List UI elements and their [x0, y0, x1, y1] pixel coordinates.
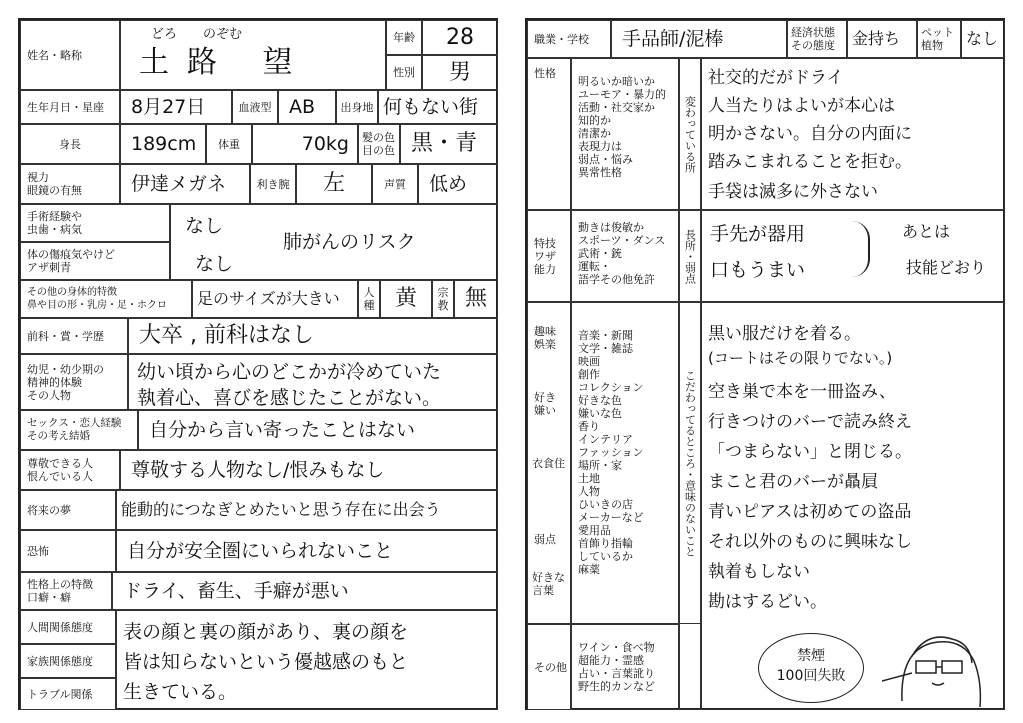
skill-label: 特技 ワザ 能力 [527, 210, 571, 302]
skill-item: 語学その他免許 [578, 273, 655, 286]
features-value: 足のサイズが大きい [192, 280, 358, 318]
hobby-item: ひいきの店 [578, 498, 633, 511]
skill-bracket [852, 221, 870, 277]
bubble-line-1: 禁煙 [797, 648, 825, 664]
childhood-label: 幼児・幼少期の 精神的体験 その人物 [20, 354, 128, 410]
blood-label: 血液型 [232, 90, 278, 124]
surgery-value: なし [185, 215, 224, 237]
hobby-label-1: 趣味 娯楽 [534, 325, 556, 351]
hair-value: 黒・青 [400, 124, 498, 164]
race-label: 人 種 [358, 280, 380, 318]
dream-value: 能動的につなぎとめたいと思う存在に出会う [116, 490, 498, 530]
personality-item: ユーモア・暴力的 [578, 88, 666, 101]
personality-side-label: 変わっている所 [679, 58, 701, 210]
hand-value: 左 [296, 164, 372, 204]
hobby-item: 香り [578, 420, 600, 433]
pet-label: ペット 植物 [917, 20, 961, 58]
economy-label: 経済状態 その態度 [787, 20, 847, 58]
skill-list [571, 210, 679, 302]
left-sheet [18, 18, 498, 710]
personality-line-3: 明かさない。自分の内面に [708, 124, 912, 144]
skill-note-2: 技能どおり [906, 258, 987, 277]
trait-value: ドライ、畜生、手癖が悪い [112, 572, 498, 610]
relations-line-3: 生きている。 [123, 681, 238, 703]
job-value: 手品師/泥棒 [611, 20, 787, 58]
speech-bubble [758, 633, 864, 703]
fear-value: 自分が安全圏にいられないこと [116, 530, 498, 572]
love-value: 自分から言い寄ったことはない [138, 410, 498, 450]
childhood-line-1: 幼い頃から心のどこかが冷めていた [137, 361, 442, 383]
voice-label: 声質 [372, 164, 418, 204]
trait-label: 性格上の特徴 口癖・癖 [20, 572, 112, 610]
skill-note-1: あとは [902, 222, 951, 241]
hobby-item: 嫌いな色 [578, 407, 622, 420]
skill-item: スポーツ・ダンス [578, 234, 666, 247]
job-label: 職業・学校 [527, 20, 611, 58]
relations-line-1: 表の顔と裏の顔があり、裏の顔を [123, 621, 409, 643]
hobby-item: 首飾り指輪 [578, 537, 633, 550]
name-label: 姓名・略称 [20, 20, 120, 90]
health-value-cell [170, 204, 498, 280]
skill-item: 動きは俊敏か [578, 221, 644, 234]
economy-value: 金持ち [847, 20, 917, 58]
personality-item: 表現力は [578, 140, 622, 153]
surgery-label: 手術経験や 虫歯・病気 [20, 204, 170, 242]
birthplace-value: 何もない街 [378, 90, 498, 124]
hobby-value-cell [679, 624, 701, 710]
hobby-side-label: こだわってるところ・意味のないこと [679, 302, 701, 624]
character-doodle [882, 621, 992, 710]
hobby-item: 映画 [578, 355, 600, 368]
hobby-item: コレクション [578, 381, 644, 394]
race-value: 黄 [380, 280, 432, 318]
hobby-label-3: 衣食住 [532, 457, 565, 470]
risk-value: 肺がんのリスク [283, 231, 416, 253]
childhood-value-cell [128, 354, 498, 410]
name-ruby: どろ のぞむ [151, 27, 243, 42]
skill-line-2: 口もうまい [710, 259, 806, 281]
hobby-item: 人物 [578, 485, 600, 498]
hobby-item: メーカーなど [578, 511, 644, 524]
weight-value: 70kg [252, 124, 358, 164]
name-value: 土路 望 [139, 45, 311, 80]
hobby-item: 場所・家 [578, 459, 622, 472]
right-sheet [525, 18, 1005, 710]
personality-line-2: 人当たりはよいが本心は [708, 96, 895, 116]
personality-item: 清潔か [578, 127, 611, 140]
personality-value-cell [701, 58, 1005, 210]
other-item: 野生的カンなど [578, 680, 655, 693]
hobby-item: 麻薬 [578, 563, 600, 576]
relations-label-1: 人間関係態度 [20, 610, 116, 644]
hobby-item: ファッション [578, 446, 644, 459]
other-label: その他 [527, 624, 571, 710]
name-value-cell [120, 20, 386, 90]
relations-value-cell [116, 610, 498, 710]
notes-line-2: (コートはその限りでない。) [708, 349, 893, 367]
personality-item: 明るいか暗いか [578, 75, 655, 88]
personality-item: 知的か [578, 114, 611, 127]
hobby-label-2: 好き 嫌い [534, 391, 556, 417]
other-item: 占い・言葉訛り [578, 667, 655, 680]
birthday-value: 8月27日 [120, 90, 232, 124]
skill-value-cell [701, 210, 1005, 302]
hobby-label-4: 弱点 [534, 533, 556, 546]
religion-label: 宗 教 [432, 280, 454, 318]
hobby-item: 文学・雑誌 [578, 342, 633, 355]
notes-line-7: 青いピアスは初めての盗品 [708, 502, 912, 522]
notes-line-5: 「つまらない」と閉じる。 [708, 442, 912, 462]
notes-line-4: 行きつけのバーで読み終え [708, 412, 912, 432]
weight-label: 体重 [206, 124, 252, 164]
hobby-item: 愛用品 [578, 524, 611, 537]
height-label: 身長 [20, 124, 120, 164]
bubble-line-2: 100回失敗 [776, 668, 846, 684]
other-list [571, 624, 679, 710]
skill-side-label: 長所・弱点 [679, 210, 701, 302]
childhood-line-2: 執着心、喜びを感じたことがない。 [137, 387, 442, 409]
religion-value: 無 [454, 280, 498, 318]
notes-line-8: それ以外のものに興味なし [708, 532, 912, 552]
love-label: セックス・恋人経験 その考え結婚 [20, 410, 138, 450]
gender-value: 男 [422, 55, 498, 90]
hobby-item: しているか [578, 550, 633, 563]
features-label: その他の身体的特徴 鼻や目の形・乳房・足・ホクロ [20, 280, 192, 318]
pet-value: なし [961, 20, 1005, 58]
notes-line-1: 黒い服だけを着る。 [708, 324, 861, 344]
relations-label-2: 家族関係態度 [20, 644, 116, 678]
relations-label-3: トラブル関係 [20, 678, 116, 710]
personality-item: 活動・社交家か [578, 101, 655, 114]
vision-label: 視力 眼鏡の有無 [20, 164, 120, 204]
notes-line-6: まこと君のバーが贔屓 [708, 472, 878, 492]
notes-line-9: 執着もしない [708, 562, 810, 582]
vision-value: 伊達メガネ [120, 164, 250, 204]
relations-line-2: 皆は知らないという優越感のもと [123, 651, 409, 673]
hobby-label-cell [527, 302, 571, 624]
other-item: ワイン・食べ物 [578, 641, 655, 654]
hobby-item: 音楽・新聞 [578, 329, 633, 342]
personality-line-4: 踏みこまれることを拒む。 [708, 152, 912, 172]
gender-label: 性別 [386, 55, 422, 90]
blood-value: AB [278, 90, 336, 124]
hobby-item: 創作 [578, 368, 600, 381]
personality-item: 弱点・悩み [578, 153, 633, 166]
injury-label: 体の傷痕気やけど アザ刺青 [20, 242, 170, 280]
respect-value: 尊敬する人物なし/恨みもなし [120, 450, 498, 490]
injury-value: なし [195, 253, 234, 275]
birthday-label: 生年月日・星座 [20, 90, 120, 124]
age-label: 年齢 [386, 20, 422, 55]
record-value: 大卒 , 前科はなし [128, 318, 498, 354]
birthplace-label: 出身地 [336, 90, 378, 124]
personality-label: 性格 [527, 58, 571, 210]
personality-line-5: 手袋は滅多に外さない [708, 182, 878, 202]
hobby-item: 土地 [578, 472, 600, 485]
notes-area [701, 302, 1005, 710]
height-value: 189cm [120, 124, 206, 164]
dream-label: 将来の夢 [20, 490, 116, 530]
hand-label: 利き腕 [250, 164, 296, 204]
skill-item: 運転・ [578, 260, 611, 273]
skill-line-1: 手先が器用 [710, 223, 806, 245]
fear-label: 恐怖 [20, 530, 116, 572]
notes-line-3: 空き巣で本を一冊盗み、 [708, 382, 897, 402]
hobby-item: 好きな色 [578, 394, 622, 407]
voice-value: 低め [418, 164, 498, 204]
notes-line-10: 勘はするどい。 [708, 592, 827, 612]
personality-list [571, 58, 679, 210]
hobby-item: インテリア [578, 433, 633, 446]
other-item: 超能力・霊感 [578, 654, 644, 667]
personality-line-1: 社交的だがドライ [708, 68, 844, 88]
hobby-list [571, 302, 679, 624]
age-value: 28 [422, 20, 498, 55]
record-label: 前科・賞・学歴 [20, 318, 128, 354]
personality-item: 異常性格 [578, 166, 622, 179]
skill-item: 武術・銃 [578, 247, 622, 260]
hair-label: 髪の色 目の色 [358, 124, 400, 164]
respect-label: 尊敬できる人 恨んでいる人 [20, 450, 120, 490]
hobby-label-5: 好きな 言葉 [532, 571, 565, 597]
